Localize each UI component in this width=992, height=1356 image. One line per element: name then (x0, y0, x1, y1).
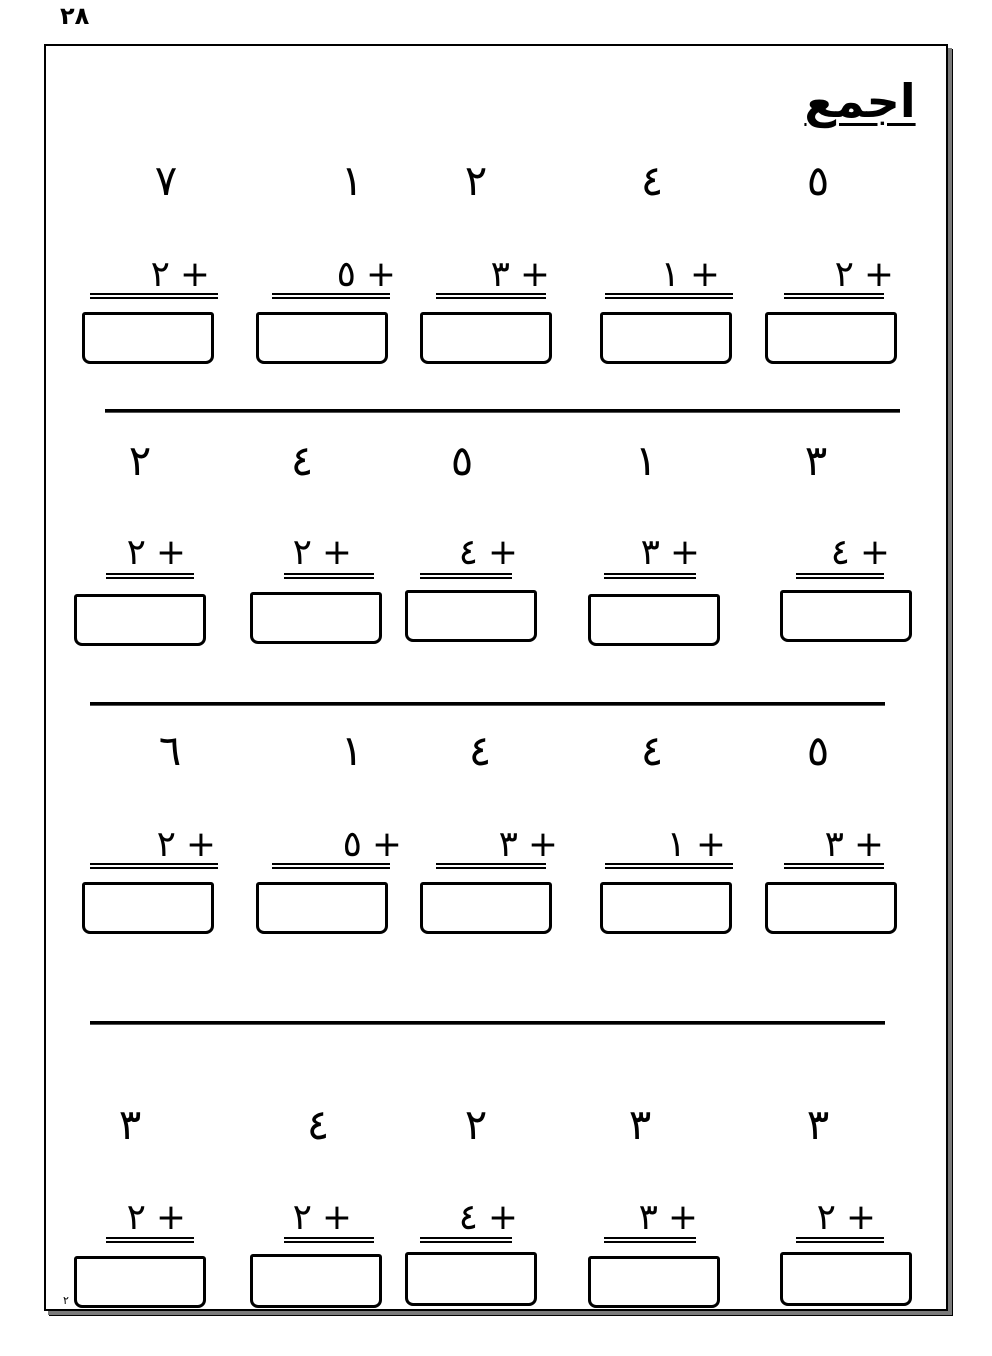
top-number: ٤ (306, 1100, 330, 1149)
addend-value: ٣ (640, 532, 660, 573)
answer-box[interactable] (82, 312, 214, 364)
addend-value: ٢ (834, 254, 854, 295)
sum-line (106, 1237, 194, 1243)
plus-sign: + (155, 532, 186, 573)
answer-box[interactable] (588, 1256, 720, 1308)
sum-line (90, 293, 218, 299)
addend-value: ٢ (126, 532, 146, 573)
top-number: ٢ (128, 436, 152, 485)
answer-box[interactable] (250, 1254, 382, 1308)
top-number: ٧ (154, 156, 178, 205)
answer-box[interactable] (74, 1256, 206, 1308)
top-number: ٤ (468, 726, 492, 775)
sum-line (796, 573, 884, 579)
top-number: ٣ (806, 1100, 830, 1149)
sum-line (784, 863, 884, 869)
addend-value: ٣ (824, 824, 844, 865)
plus-sign: + (859, 532, 890, 573)
plus-sign: + (667, 1197, 698, 1238)
addend-value: ٢ (126, 1197, 146, 1238)
top-number: ٥ (450, 436, 474, 485)
plus-sign: + (845, 1197, 876, 1238)
answer-box[interactable] (405, 1252, 537, 1306)
plus-sign: + (371, 824, 402, 865)
addend-value: ٥ (342, 824, 362, 865)
top-number: ٥ (806, 156, 830, 205)
addend-value: ٣ (498, 824, 518, 865)
answer-box[interactable] (250, 592, 382, 644)
plus-sign: + (487, 1197, 518, 1238)
plus-sign: + (669, 532, 700, 573)
plus-sign: + (527, 824, 558, 865)
sum-line (272, 293, 390, 299)
answer-box[interactable] (256, 312, 388, 364)
addend-value: ٣ (638, 1197, 658, 1238)
answer-box[interactable] (588, 594, 720, 646)
addend-value: ٢ (816, 1197, 836, 1238)
sum-line (796, 1237, 884, 1243)
plus-sign: + (695, 824, 726, 865)
plus-sign: + (185, 824, 216, 865)
top-number: ٤ (290, 436, 314, 485)
sum-line (90, 863, 218, 869)
footer-mark: ٢ (63, 1294, 69, 1307)
answer-box[interactable] (765, 882, 897, 934)
plus-sign: + (853, 824, 884, 865)
sum-line (284, 573, 374, 579)
addend-value: ٤ (830, 532, 850, 573)
top-number: ٢ (464, 1100, 488, 1149)
answer-box[interactable] (405, 590, 537, 642)
addend-value: ٢ (292, 532, 312, 573)
plus-sign: + (487, 532, 518, 573)
top-number: ١ (340, 156, 364, 205)
top-number: ٣ (118, 1100, 142, 1149)
answer-box[interactable] (74, 594, 206, 646)
sum-line (420, 573, 512, 579)
page-number: ٢٨ (60, 2, 90, 30)
sum-line (284, 1237, 374, 1243)
plus-sign: + (519, 254, 550, 295)
sum-line (604, 573, 696, 579)
addend-value: ٢ (156, 824, 176, 865)
sum-line (106, 573, 194, 579)
sum-line (420, 1237, 512, 1243)
top-number: ١ (340, 726, 364, 775)
plus-sign: + (321, 532, 352, 573)
addend-value: ٥ (336, 254, 356, 295)
top-number: ٦ (158, 726, 182, 775)
answer-box[interactable] (780, 590, 912, 642)
row-separator (90, 1021, 885, 1025)
worksheet-title: اجمع (804, 74, 916, 128)
top-number: ٢ (464, 156, 488, 205)
answer-box[interactable] (600, 882, 732, 934)
answer-box[interactable] (420, 882, 552, 934)
row-separator (105, 409, 900, 413)
plus-sign: + (179, 254, 210, 295)
addend-value: ٤ (458, 532, 478, 573)
top-number: ٥ (806, 726, 830, 775)
top-number: ٣ (628, 1100, 652, 1149)
top-number: ١ (634, 436, 658, 485)
row-separator (90, 702, 885, 706)
plus-sign: + (863, 254, 894, 295)
answer-box[interactable] (600, 312, 732, 364)
addend-value: ٤ (458, 1197, 478, 1238)
answer-box[interactable] (256, 882, 388, 934)
plus-sign: + (365, 254, 396, 295)
plus-sign: + (321, 1197, 352, 1238)
top-number: ٤ (640, 156, 664, 205)
sum-line (605, 293, 733, 299)
answer-box[interactable] (420, 312, 552, 364)
plus-sign: + (689, 254, 720, 295)
addend-value: ٣ (490, 254, 510, 295)
answer-box[interactable] (780, 1252, 912, 1306)
addend-value: ٢ (292, 1197, 312, 1238)
top-number: ٣ (804, 436, 828, 485)
addend-value: ١ (660, 254, 680, 295)
sum-line (436, 863, 546, 869)
top-number: ٤ (640, 726, 664, 775)
answer-box[interactable] (82, 882, 214, 934)
sum-line (784, 293, 884, 299)
answer-box[interactable] (765, 312, 897, 364)
sum-line (605, 863, 733, 869)
sum-line (272, 863, 390, 869)
addend-value: ١ (666, 824, 686, 865)
plus-sign: + (155, 1197, 186, 1238)
sum-line (436, 293, 546, 299)
sum-line (604, 1237, 696, 1243)
addend-value: ٢ (150, 254, 170, 295)
